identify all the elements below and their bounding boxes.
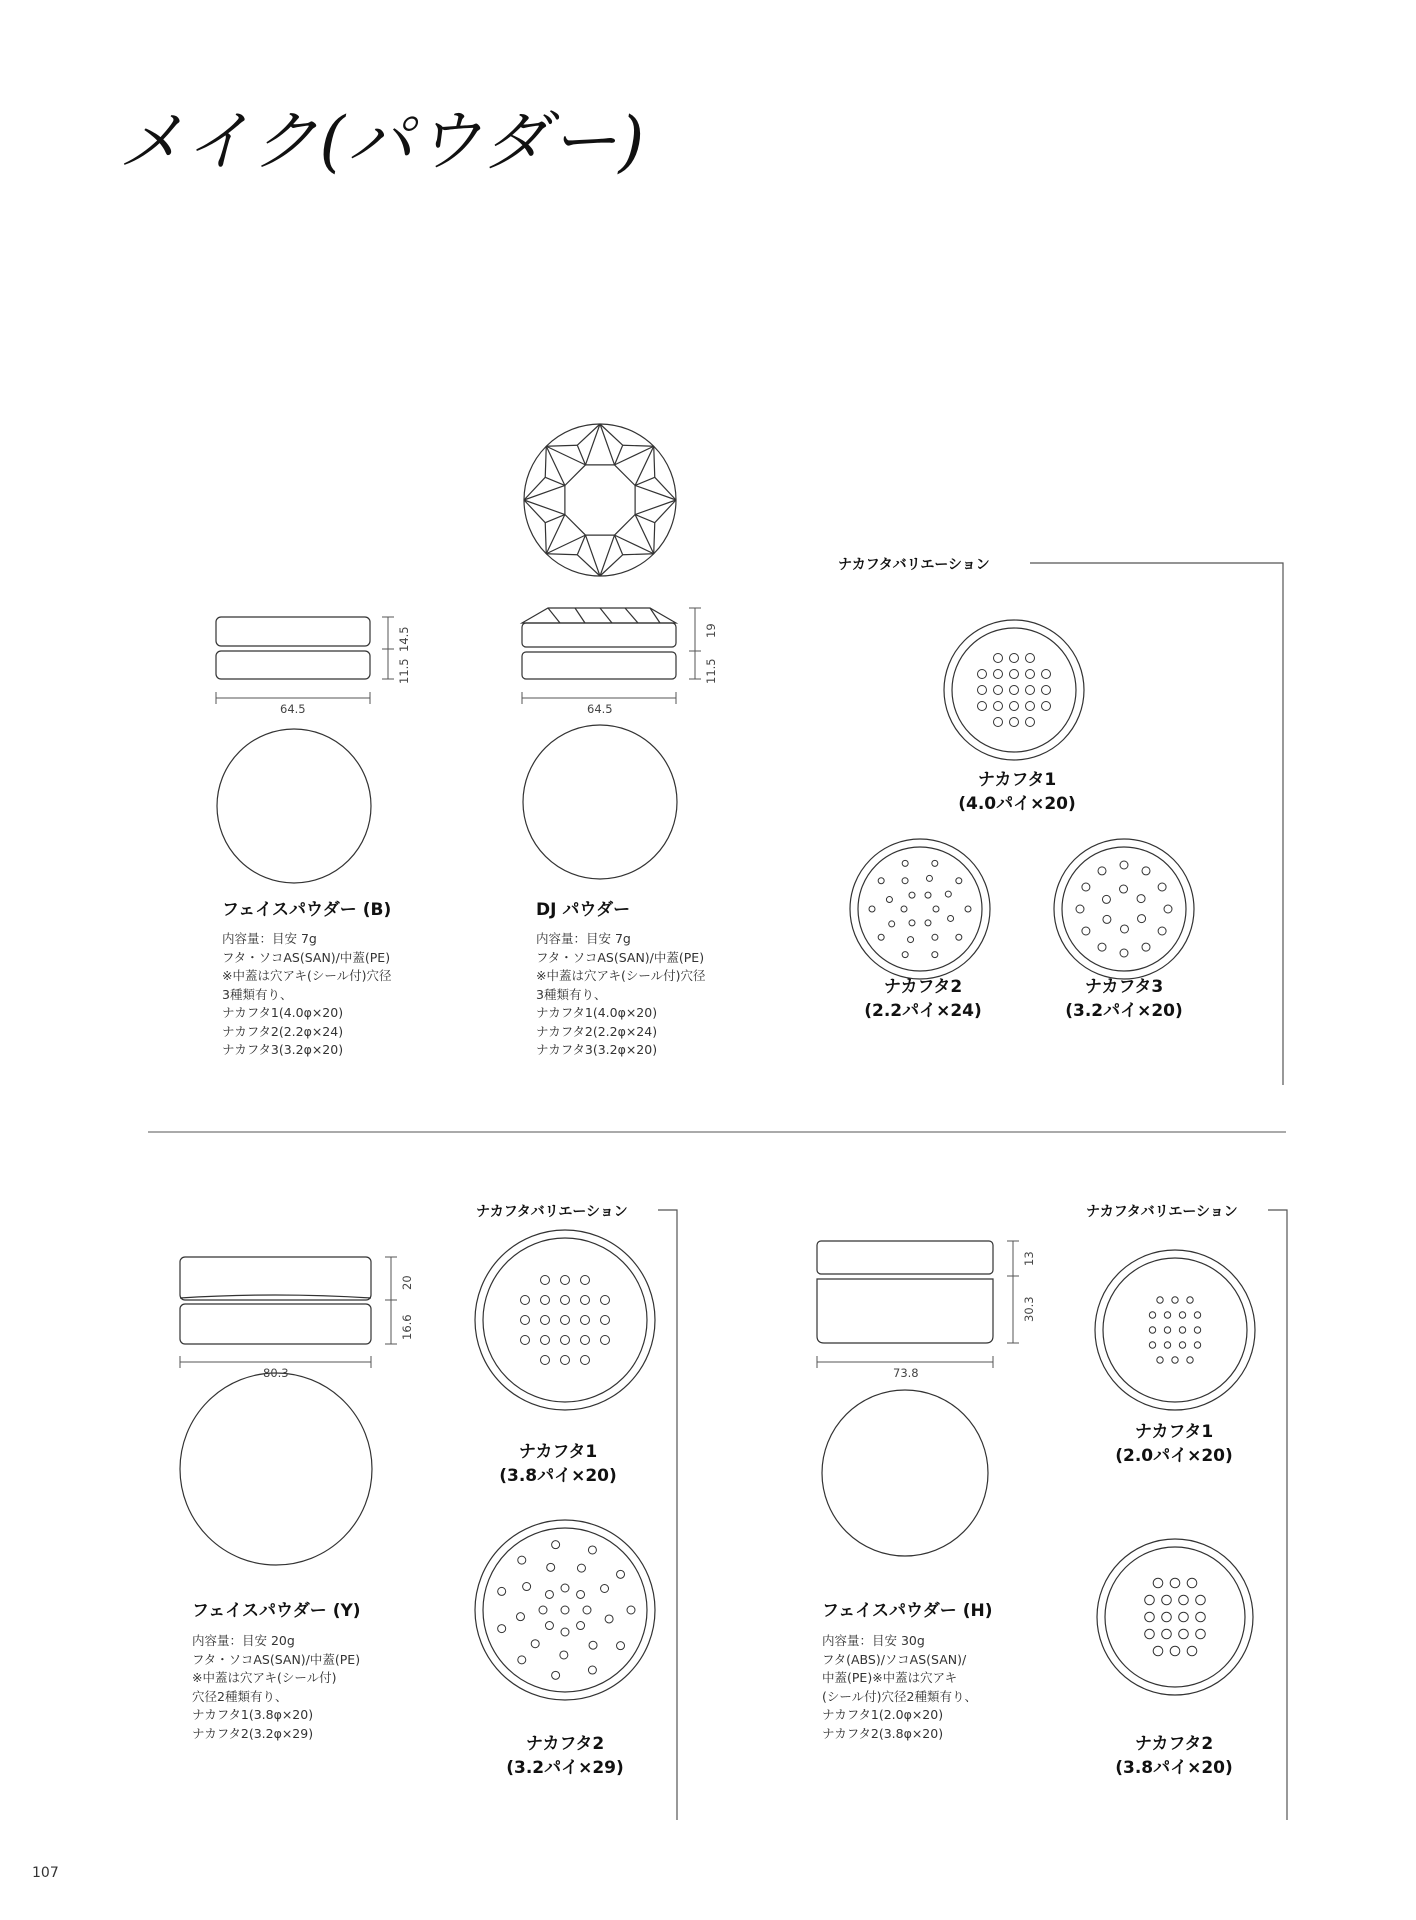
dim-dj-cap: 19: [704, 623, 718, 638]
variation-top-3-label: ナカフタ3 (3.2パイ×20): [1065, 977, 1183, 1021]
dim-y-width: 80.3: [263, 1366, 289, 1380]
product-y-name: フェイスパウダー (Y): [192, 1601, 361, 1621]
page-number: 107: [32, 1865, 59, 1881]
product-b-spec: 内容量：目安 7g フタ・ソコAS(SAN)/中蓋(PE) ※中蓋は穴アキ(シール付)穴径 3種類有り、 ナカフタ1(4.0φ×20) ナカフタ2(2.2φ×24) ナカフタ3(3.2φ×20): [222, 931, 392, 1057]
dim-y-base: 16.6: [400, 1314, 414, 1340]
variation-bracket-h: [1268, 1210, 1287, 1820]
variation-h-2-label: ナカフタ2 (3.8パイ×20): [1115, 1734, 1233, 1778]
inner-lid-y-2: [475, 1520, 655, 1700]
inner-lid-top-2: [850, 839, 990, 979]
variation-top-1-label: ナカフタ1 (4.0パイ×20): [958, 770, 1076, 814]
inner-lid-top-3: [1054, 839, 1194, 979]
product-h-top-view: [822, 1390, 988, 1556]
product-b-side-view: [216, 617, 370, 679]
product-h-side-view: [817, 1241, 993, 1343]
variation-y-1-label: ナカフタ1 (3.8パイ×20): [499, 1442, 617, 1486]
product-b-dimension-lines: [216, 617, 394, 704]
variation-bracket-y: [658, 1210, 677, 1820]
variation-heading-h: ナカフタバリエーション: [1086, 1201, 1244, 1221]
page-title: メイク(パウダー): [118, 103, 647, 180]
product-b-top-view: [217, 729, 371, 883]
product-h-spec: 内容量：目安 30g フタ(ABS)/ソコAS(SAN)/ 中蓋(PE)※中蓋は穴アキ (シール付)穴径2種類有り、 ナカフタ1(2.0φ×20) ナカフタ2(3.8φ×20): [822, 1633, 977, 1741]
dim-b-cap: 14.5: [397, 626, 411, 652]
product-b-name: フェイスパウダー (B): [222, 900, 392, 920]
dim-b-base: 11.5: [397, 658, 411, 684]
dim-dj-base: 11.5: [704, 658, 718, 684]
variation-y-2-label: ナカフタ2 (3.2パイ×29): [506, 1734, 624, 1778]
dim-dj-width: 64.5: [587, 702, 613, 716]
product-y-side-view: [180, 1257, 371, 1344]
variation-heading-top: ナカフタバリエーション: [838, 554, 996, 574]
product-dj-spec: 内容量：目安 7g フタ・ソコAS(SAN)/中蓋(PE) ※中蓋は穴アキ(シール付)穴径 3種類有り、 ナカフタ1(4.0φ×20) ナカフタ2(2.2φ×24) ナカフタ3(3.2φ×20): [536, 931, 706, 1057]
variation-top-2-label: ナカフタ2 (2.2パイ×24): [864, 977, 982, 1021]
product-y-top-view: [180, 1373, 372, 1565]
dim-h-base: 30.3: [1022, 1296, 1036, 1322]
product-h-name: フェイスパウダー (H): [822, 1601, 993, 1621]
product-dj-name: DJ パウダー: [536, 900, 631, 920]
inner-lid-h-1: [1095, 1250, 1255, 1410]
product-dj-top-view: [523, 725, 677, 879]
dim-h-cap: 13: [1022, 1251, 1036, 1266]
product-dj-side-view: [522, 608, 676, 679]
inner-lid-top-1: [944, 620, 1084, 760]
inner-lid-h-2: [1097, 1539, 1253, 1695]
product-y-dimension-lines: [180, 1257, 397, 1368]
dim-y-cap: 20: [400, 1275, 414, 1290]
inner-lid-y-1: [475, 1230, 655, 1410]
variation-heading-y: ナカフタバリエーション: [476, 1201, 634, 1221]
product-dj-gem-top-view: [524, 424, 676, 576]
product-y-spec: 内容量：目安 20g フタ・ソコAS(SAN)/中蓋(PE) ※中蓋は穴アキ(シール付) 穴径2種類有り、 ナカフタ1(3.8φ×20) ナカフタ2(3.2φ×29): [192, 1633, 361, 1741]
variation-h-1-label: ナカフタ1 (2.0パイ×20): [1115, 1422, 1233, 1466]
dim-h-width: 73.8: [893, 1366, 919, 1380]
dim-b-width: 64.5: [280, 702, 306, 716]
product-h-dimension-lines: [817, 1241, 1019, 1368]
